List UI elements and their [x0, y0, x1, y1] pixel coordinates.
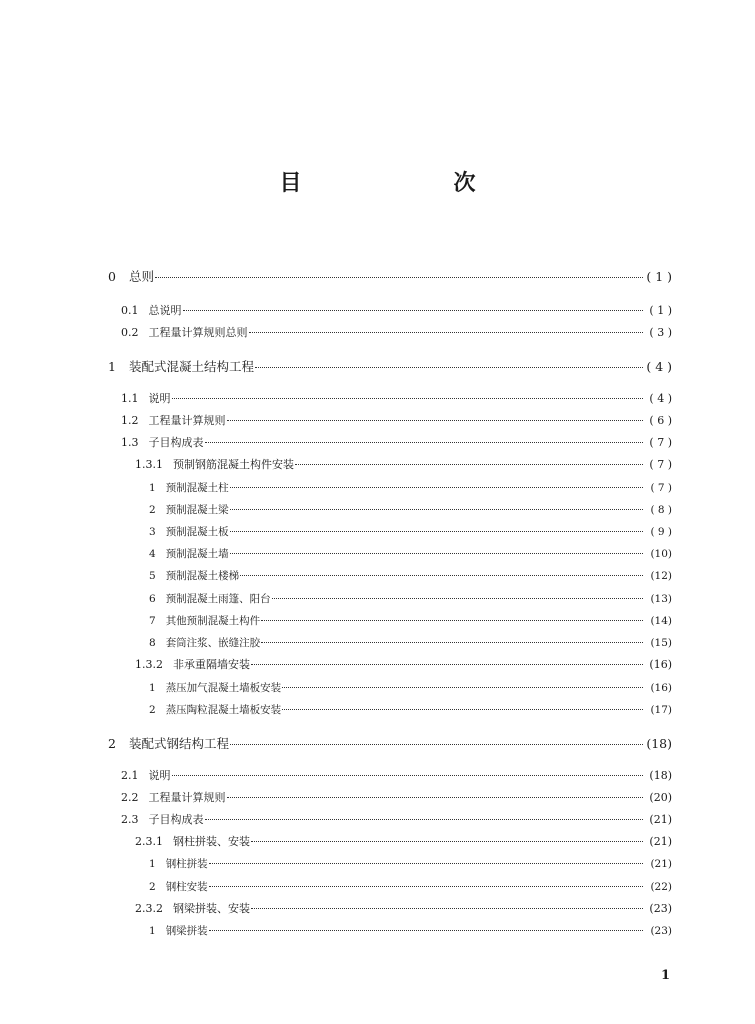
- toc-entry-number: 8: [149, 637, 156, 649]
- toc-entry-page: ( 7 ): [649, 458, 672, 471]
- toc-entry-number: 7: [149, 615, 156, 627]
- toc-entry-label: 非承重隔墙安装: [173, 658, 250, 671]
- toc-entry[interactable]: [121, 326, 672, 340]
- toc-entry-page: ( 9 ): [650, 526, 672, 538]
- dot-leader: [230, 509, 643, 510]
- toc-entry-label: 预制混凝土梁: [165, 504, 229, 516]
- dot-leader: [209, 886, 643, 887]
- dot-leader: [251, 908, 643, 909]
- toc-entry-page: (21): [649, 835, 672, 848]
- toc-entry-label: 预制混凝土雨篷、阳台: [165, 593, 271, 605]
- dot-leader: [172, 398, 644, 399]
- toc-entry-page: (20): [649, 791, 672, 804]
- dot-leader: [261, 620, 643, 621]
- toc-entry-label: 总则: [128, 269, 154, 284]
- toc-entry-label: 钢柱安装: [165, 881, 208, 893]
- toc-entry[interactable]: [149, 636, 672, 650]
- toc-entry-page: (21): [650, 858, 672, 870]
- toc-entry-label: 钢柱拼装、安装: [173, 835, 250, 848]
- toc-entry-page: (17): [650, 704, 672, 716]
- dot-leader: [251, 664, 643, 665]
- toc-entry-page: (23): [650, 925, 672, 937]
- toc-entry-label: 子目构成表: [148, 436, 204, 449]
- toc-entry[interactable]: [121, 392, 672, 406]
- toc-entry-number: 1: [149, 925, 156, 937]
- toc-entry-page: ( 4 ): [649, 392, 672, 405]
- dot-leader: [172, 775, 644, 776]
- toc-entry[interactable]: [121, 769, 672, 783]
- toc-entry-page: ( 8 ): [650, 504, 672, 516]
- dot-leader: [230, 487, 643, 488]
- toc-entry[interactable]: [121, 436, 672, 450]
- toc-entry-page: (16): [649, 658, 672, 671]
- toc-entry[interactable]: [149, 857, 672, 871]
- toc-entry-page: (23): [649, 902, 672, 915]
- toc-entry-number: 0.1: [121, 304, 139, 317]
- dot-leader: [295, 464, 643, 465]
- toc-entry-label: 预制混凝土柱: [165, 482, 229, 494]
- toc-entry[interactable]: [121, 813, 672, 827]
- toc-entry-number: 2: [149, 504, 156, 516]
- toc-entry[interactable]: [108, 360, 672, 374]
- toc-entry-label: 装配式钢结构工程: [128, 736, 229, 751]
- toc-entry-label: 钢梁拼装: [165, 925, 208, 937]
- toc-entry[interactable]: [149, 703, 672, 717]
- dot-leader: [227, 797, 644, 798]
- toc-entry-number: 2: [149, 704, 156, 716]
- toc-entry-label: 子目构成表: [148, 813, 204, 826]
- toc-entry[interactable]: [108, 737, 672, 751]
- toc-entry-page: (22): [650, 881, 672, 893]
- toc-entry-page: (14): [650, 615, 672, 627]
- toc-entry-label: 钢柱拼装: [165, 858, 208, 870]
- toc-entry-page: ( 7 ): [650, 482, 672, 494]
- toc-entry[interactable]: [149, 681, 672, 695]
- toc-entry-label: 预制混凝土墙: [165, 548, 229, 560]
- toc-entry[interactable]: [135, 902, 672, 916]
- toc-entry-number: 1.1: [121, 392, 139, 405]
- toc-entry-number: 2.3.1: [135, 835, 163, 848]
- toc-entry[interactable]: [135, 658, 672, 672]
- toc-entry-page: (13): [650, 593, 672, 605]
- toc-entry[interactable]: [149, 481, 672, 495]
- toc-entry[interactable]: [121, 414, 672, 428]
- toc-entry-label: 蒸压陶粒混凝土墙板安装: [165, 704, 282, 716]
- toc-entry-page: (21): [649, 813, 672, 826]
- dot-leader: [272, 598, 643, 599]
- dot-leader: [227, 420, 644, 421]
- toc-entry-label: 其他预制混凝土构件: [165, 615, 261, 627]
- toc-entry-number: 2: [149, 881, 156, 893]
- page-title: 目 次: [279, 171, 512, 196]
- toc-entry-label: 装配式混凝土结构工程: [128, 359, 254, 374]
- dot-leader: [282, 709, 643, 710]
- dot-leader: [183, 310, 644, 311]
- toc-entry-page: (16): [650, 682, 672, 694]
- toc-entry-number: 5: [149, 570, 156, 582]
- toc-entry[interactable]: [149, 880, 672, 894]
- toc-entry-number: 1.3.2: [135, 658, 163, 671]
- toc-entry-number: 6: [149, 593, 156, 605]
- toc-entry-page: ( 1 ): [646, 269, 672, 284]
- dot-leader: [230, 531, 643, 532]
- toc-entry-page: ( 4 ): [646, 359, 672, 374]
- dot-leader: [155, 277, 643, 278]
- dot-leader: [230, 553, 643, 554]
- toc-entry-label: 说明: [148, 769, 171, 782]
- dot-leader: [209, 930, 643, 931]
- toc-entry-page: ( 3 ): [649, 326, 672, 339]
- toc-entry[interactable]: [121, 304, 672, 318]
- dot-leader: [251, 841, 643, 842]
- toc-entry[interactable]: [149, 614, 672, 628]
- toc-entry-label: 蒸压加气混凝土墙板安装: [165, 682, 282, 694]
- toc-entry-number: 1.3.1: [135, 458, 163, 471]
- dot-leader: [249, 332, 644, 333]
- toc-entry[interactable]: [121, 791, 672, 805]
- toc-entry-number: 2.2: [121, 791, 139, 804]
- toc-entry-number: 0.2: [121, 326, 139, 339]
- toc-entry-label: 工程量计算规则: [148, 791, 226, 804]
- dot-leader: [255, 367, 643, 368]
- toc-entry-number: 4: [149, 548, 156, 560]
- toc-entry-label: 钢梁拼装、安装: [173, 902, 250, 915]
- toc-entry[interactable]: [135, 835, 672, 849]
- toc-entry-number: 2: [108, 736, 116, 751]
- toc-entry-page: ( 6 ): [649, 414, 672, 427]
- toc-entry-number: 1: [108, 359, 116, 374]
- toc-entry-label: 预制混凝土楼梯: [165, 570, 240, 582]
- dot-leader: [230, 744, 643, 745]
- dot-leader: [205, 819, 644, 820]
- toc-entry-number: 2.1: [121, 769, 139, 782]
- toc-entry[interactable]: [108, 270, 672, 284]
- toc-entry-label: 预制混凝土板: [165, 526, 229, 538]
- dot-leader: [240, 575, 643, 576]
- toc-entry-number: 1.2: [121, 414, 139, 427]
- toc-entry[interactable]: [149, 503, 672, 517]
- toc-entry-number: 1.3: [121, 436, 139, 449]
- toc-entry-label: 工程量计算规则总则: [148, 326, 248, 339]
- toc-entry-page: ( 1 ): [649, 304, 672, 317]
- toc-entry-label: 说明: [148, 392, 171, 405]
- toc-entry-number: 1: [149, 682, 156, 694]
- toc-entry-label: 工程量计算规则: [148, 414, 226, 427]
- toc-entry-label: 总说明: [148, 304, 182, 317]
- toc-entry[interactable]: [149, 592, 672, 606]
- toc-entry-number: 3: [149, 526, 156, 538]
- toc-entry-page: ( 7 ): [649, 436, 672, 449]
- toc-entry-page: (18): [649, 769, 672, 782]
- toc-entry-number: 0: [108, 269, 116, 284]
- toc-entry-number: 1: [149, 482, 156, 494]
- toc-entry[interactable]: [149, 924, 672, 938]
- page-number: 1: [661, 968, 671, 983]
- toc-entry-number: 2.3: [121, 813, 139, 826]
- dot-leader: [282, 687, 643, 688]
- toc-entry-page: (10): [650, 548, 672, 560]
- dot-leader: [205, 442, 644, 443]
- toc-entry[interactable]: [149, 525, 672, 539]
- toc-entry[interactable]: [135, 458, 672, 472]
- toc-entry-number: 1: [149, 858, 156, 870]
- dot-leader: [209, 863, 643, 864]
- toc-entry-label: 套筒注浆、嵌缝注胶: [165, 637, 261, 649]
- toc-entry-page: (18): [646, 736, 672, 751]
- toc-entry-page: (12): [650, 570, 672, 582]
- toc-entry[interactable]: [149, 569, 672, 583]
- dot-leader: [261, 642, 643, 643]
- toc-entry[interactable]: [149, 547, 672, 561]
- toc-entry-label: 预制钢筋混凝土构件安装: [173, 458, 294, 471]
- toc-entry-number: 2.3.2: [135, 902, 163, 915]
- toc-entry-page: (15): [650, 637, 672, 649]
